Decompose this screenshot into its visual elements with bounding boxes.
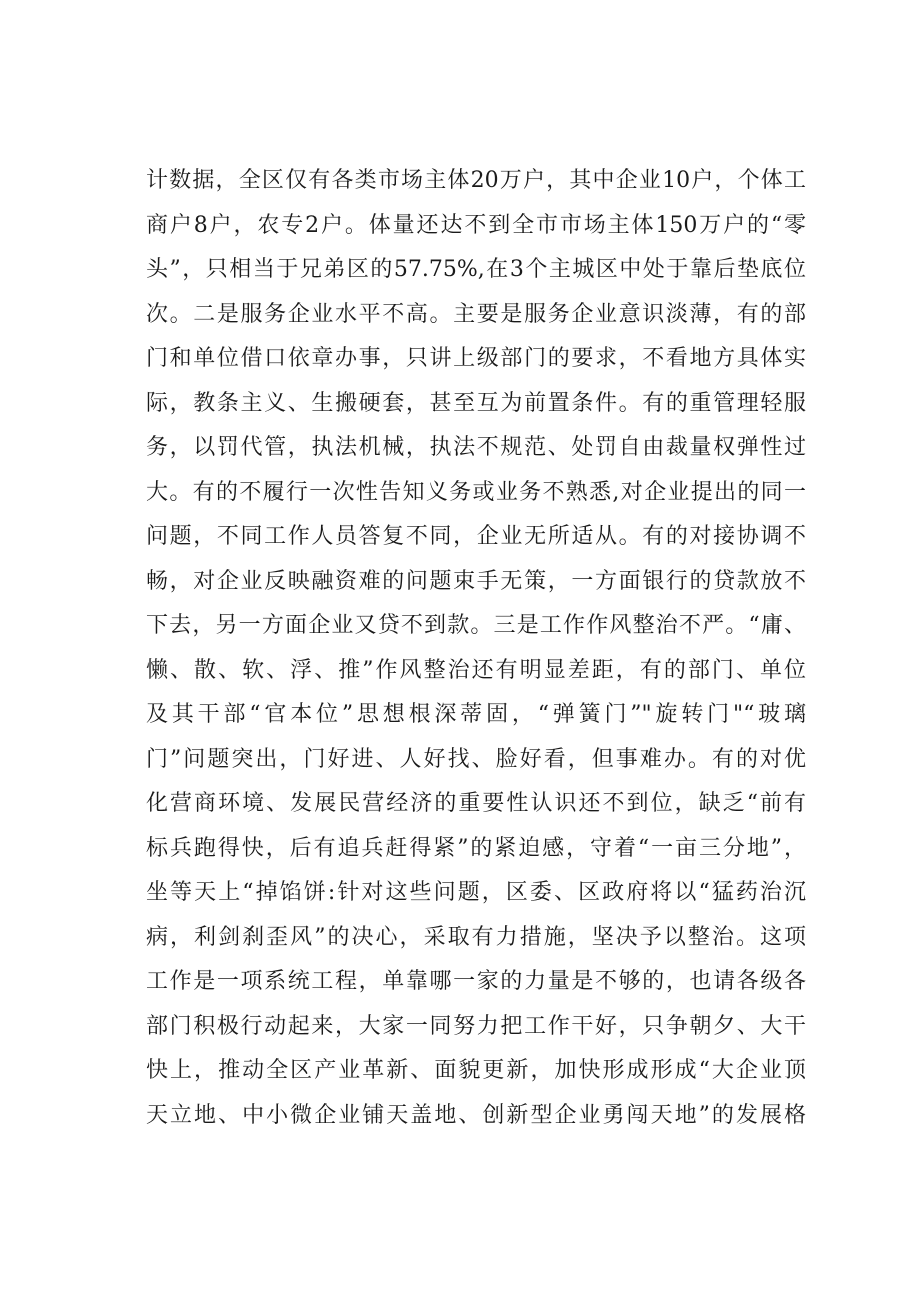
text-line: 及其干部“官本位”思想根深蒂固，“弹簧门”"旋转门"“玻璃 xyxy=(146,702,806,727)
text-line: 际，教条主义、生搬硬套，甚至互为前置条件。有的重管理轻服 xyxy=(146,390,806,416)
text-line: 问题，不同工作人员答复不同，企业无所适从。有的对接协调不 xyxy=(146,524,806,549)
body-paragraph xyxy=(146,159,806,1138)
text-line: 大。有的不履行一次性告知义务或业务不熟悉,对企业提出的同一 xyxy=(146,479,806,505)
text-line: 化营商环境、发展民营经济的重要性认识还不到位，缺乏“前有 xyxy=(146,791,806,816)
text-line: 坐等天上“掉馅饼:针对这些问题，区委、区政府将以“猛药治沉 xyxy=(146,880,806,905)
text-line: 病，利剑刹歪风”的决心，采取有力措施，坚决予以整治。这项 xyxy=(146,924,806,950)
text-line: 门和单位借口依章办事，只讲上级部门的要求，不看地方具体实 xyxy=(146,346,806,371)
text-line: 商户8户，农专2户。体量还达不到全市市场主体150万户的“零 xyxy=(146,212,806,238)
text-line: 门”问题突出，门好进、人好找、脸好看，但事难办。有的对优 xyxy=(146,746,806,772)
text-line: 下去，另一方面企业又贷不到款。三是工作作风整治不严。“庸、 xyxy=(146,613,806,638)
text-line: 部门积极行动起来，大家一同努力把工作干好，只争朝夕、大干 xyxy=(146,1013,806,1039)
text-line: 懒、散、软、浮、推”作风整治还有明显差距，有的部门、单位 xyxy=(146,657,806,683)
text-line: 标兵跑得快，后有追兵赶得紧”的紧迫感，守着“一亩三分地”， xyxy=(146,835,806,861)
text-line: 快上，推动全区产业革新、面貌更新，加快形成形成“大企业顶 xyxy=(146,1058,806,1083)
text-line: 工作是一项系统工程，单靠哪一家的力量是不够的，也请各级各 xyxy=(146,969,806,994)
text-line: 计数据，全区仅有各类市场主体20万户，其中企业10户，个体工 xyxy=(146,168,806,193)
text-line: 务，以罚代管，执法机械，执法不规范、处罚自由裁量权弹性过 xyxy=(146,435,806,460)
text-line: 次。二是服务企业水平不高。主要是服务企业意识淡薄，有的部 xyxy=(146,301,806,327)
text-line: 天立地、中小微企业铺天盖地、创新型企业勇闯天地”的发展格 xyxy=(146,1102,806,1128)
text-line: 畅，对企业反映融资难的问题束手无策，一方面银行的贷款放不 xyxy=(146,568,806,594)
text-line: 头”，只相当于兄弟区的57.75%,在3个主城区中处于靠后垫底位 xyxy=(146,257,806,282)
